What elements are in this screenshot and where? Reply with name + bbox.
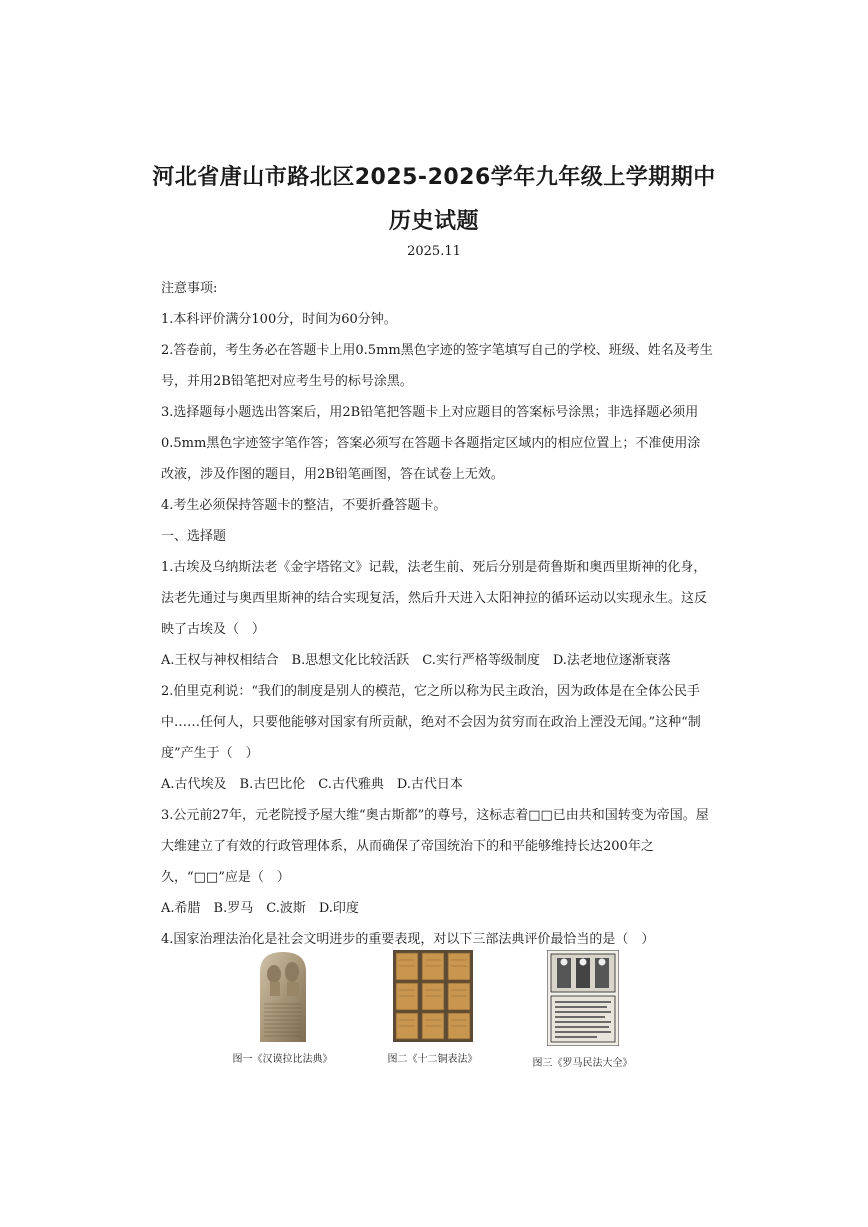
notice-item: 2.答卷前，考生务必在答题卡上用0.5mm黑色字迹的签字笔填写自己的学校、班级、姓名及考生号，并用2B铅笔把对应考生号的标号涂黑。 — [161, 343, 713, 389]
exam-body — [161, 273, 713, 955]
manuscript-image — [547, 950, 619, 1046]
section-heading: 一、选择题 — [161, 529, 227, 544]
question-options: A.希腊 B.罗马 C.波斯 D.印度 — [161, 901, 359, 916]
exam-subject: 历史试题 — [388, 209, 479, 234]
question-stem: 1.古埃及乌纳斯法老《金字塔铭文》记载，法老生前、死后分别是荷鲁斯和奥西里斯神的化身，法老先通过与奥西里斯神的结合实现复活，然后升天进入太阳神拉的循环运动以实现永生。这反映了古埃及（ ） — [161, 560, 708, 637]
exam-title: 河北省唐山市路北区2025-2026学年九年级上学期期中 — [152, 165, 716, 190]
question-options: A.古代埃及 B.古巴比伦 C.古代雅典 D.古代日本 — [161, 777, 463, 792]
notice-item: 1.本科评价满分100分，时间为60分钟。 — [161, 312, 397, 327]
figure-caption: 图二《十二铜表法》 — [387, 1054, 478, 1065]
figure-3 — [520, 950, 645, 1069]
figure-caption: 图三《罗马民法大全》 — [532, 1058, 633, 1069]
notice-item: 4.考生必须保持答题卡的整洁，不要折叠答题卡。 — [161, 498, 447, 513]
exam-date: 2025.11 — [407, 244, 461, 259]
notice-heading: 注意事项: — [161, 281, 218, 296]
bronze-tablets-image — [393, 950, 473, 1042]
question-stem: 4.国家治理法治化是社会文明进步的重要表现，对以下三部法典评价最恰当的是（ ） — [161, 932, 655, 947]
question-stem: 2.伯里克利说：“我们的制度是别人的模范，它之所以称为民主政治，因为政体是在全体公民手中……任何人，只要他能够对国家有所贡献，绝对不会因为贫穷而在政治上湮没无闻。”这种“制度”产生于（ ） — [161, 684, 701, 761]
question-options: A.王权与神权相结合 B.思想文化比较活跃 C.实行严格等级制度 D.法老地位逐渐衰落 — [161, 653, 671, 668]
figure-2 — [370, 950, 495, 1065]
figure-caption: 图一《汉谟拉比法典》 — [232, 1054, 333, 1065]
stele-image — [252, 950, 314, 1042]
question-stem: 3.公元前27年，元老院授予屋大维“奥古斯都”的尊号，这标志着□□已由共和国转变为帝国。屋大维建立了有效的行政管理体系，从而确保了帝国统治下的和平能够维持长达200年之久，“□□”应是（ ） — [161, 808, 709, 885]
figure-1 — [220, 950, 345, 1065]
figure-row — [220, 950, 660, 1070]
notice-item: 3.选择题每小题选出答案后，用2B铅笔把答题卡上对应题目的答案标号涂黑；非选择题必须用0.5mm黑色字迹签字笔作答；答案必须写在答题卡各题指定区域内的相应位置上；不准使用涂改液，涉及作图的题目，用2B铅笔画图，答在试卷上无效。 — [161, 405, 701, 482]
